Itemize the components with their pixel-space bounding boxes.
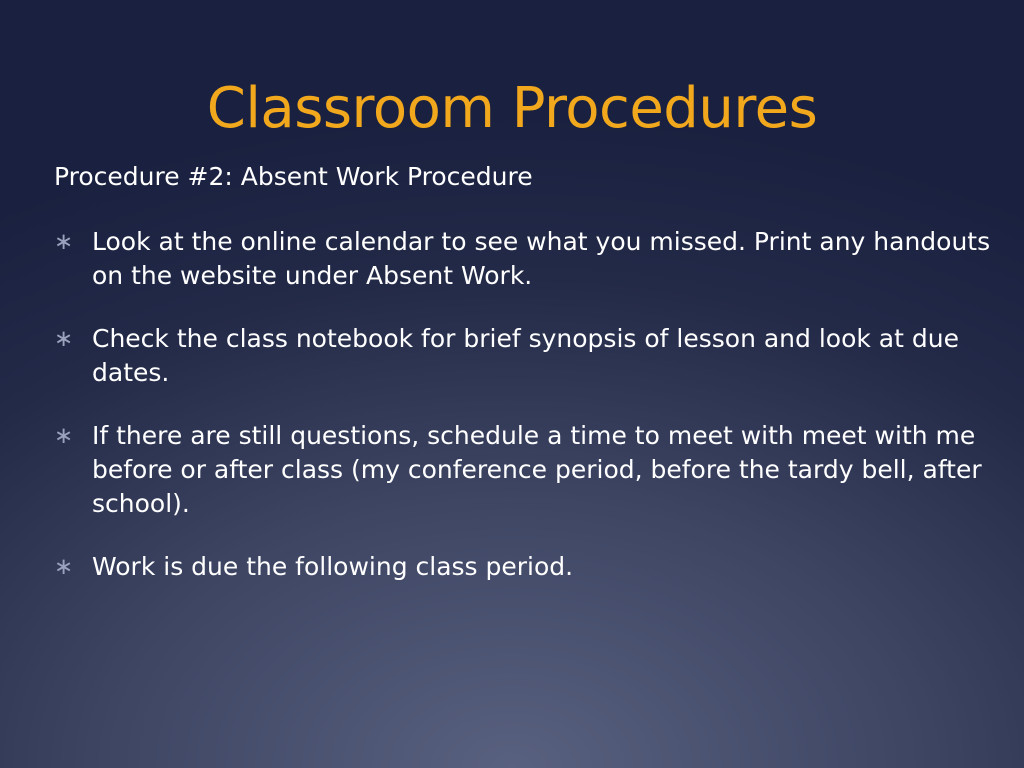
slide-subtitle: Procedure #2: Absent Work Procedure: [54, 162, 533, 191]
bullet-item: [54, 550, 1004, 584]
bullet-item: [54, 419, 1004, 521]
bullet-item: [54, 225, 1004, 293]
asterisk-bullet-icon: ∗: [54, 326, 74, 352]
bullet-text: Check the class notebook for brief synopsis of lesson and look at due dates.: [92, 324, 959, 387]
bullet-text: Work is due the following class period.: [92, 552, 574, 581]
bullet-text: Look at the online calendar to see what you missed. Print any handouts on the website under Absent Work.: [92, 227, 991, 290]
asterisk-bullet-icon: ∗: [54, 229, 74, 255]
asterisk-bullet-icon: ∗: [54, 423, 74, 449]
slide-title: Classroom Procedures: [206, 76, 818, 141]
bullet-item: [54, 322, 1004, 390]
bullet-text: If there are still questions, schedule a time to meet with meet with me before or after class (my conference period, before the tardy bell, after school).: [92, 421, 982, 518]
bullet-list: [54, 225, 1004, 613]
asterisk-bullet-icon: ∗: [54, 554, 74, 580]
